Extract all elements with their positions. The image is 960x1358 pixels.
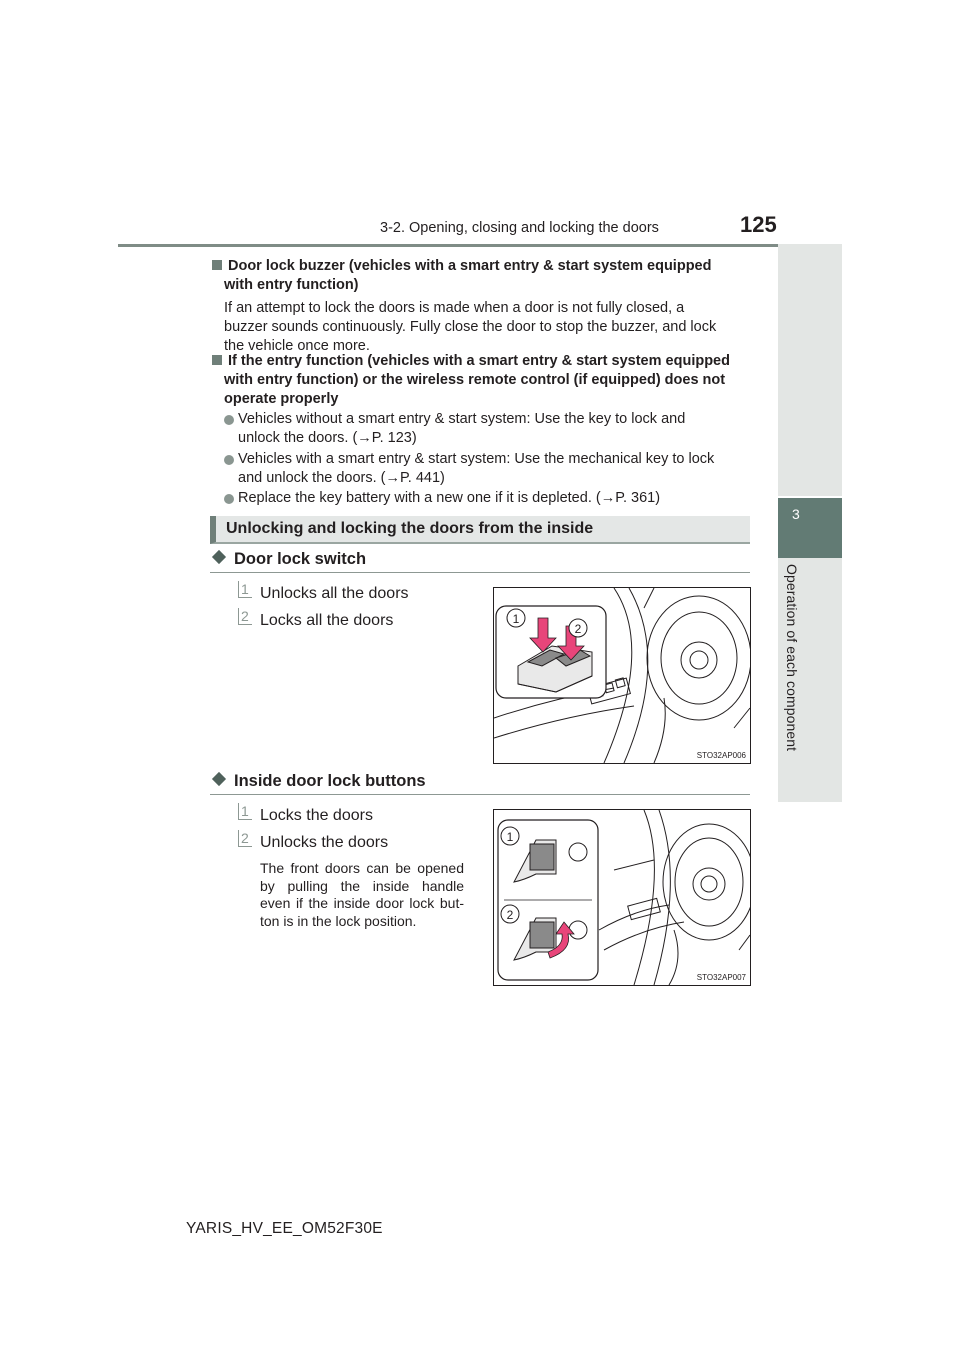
subsection-title: Door lock switch <box>214 550 366 569</box>
diamond-icon <box>212 772 226 786</box>
item-text: Unlocks the doors <box>260 834 389 851</box>
round-bullet-icon <box>224 415 234 425</box>
callout-number: 2 <box>574 622 582 636</box>
page-number: 125 <box>740 212 777 237</box>
square-bullet-icon <box>212 260 222 270</box>
note-text: buzzer sounds continuously. Fully close the door to stop the buzzer, and lock <box>224 319 717 335</box>
door-lock-switch-figure <box>493 587 751 764</box>
inside-door-lock-figure <box>493 809 751 986</box>
section-title-bar <box>210 516 750 544</box>
bullet-text: unlock the doors. (→P. 123) <box>238 430 417 446</box>
note-line: even if the inside door lock but- <box>260 895 464 911</box>
item-badge: 1 <box>238 581 252 599</box>
callout-number: 1 <box>506 830 514 844</box>
diamond-icon <box>212 550 226 564</box>
item-badge: 2 <box>238 830 252 848</box>
item-text: Locks the doors <box>260 807 373 824</box>
item-badge: 2 <box>238 608 252 626</box>
header-rule <box>118 244 842 247</box>
subsection-rule <box>210 794 750 795</box>
item-text: Locks all the doors <box>260 612 394 629</box>
callout-number: 1 <box>512 612 520 626</box>
note-heading: with entry function) or the wireless remote control (if equipped) does not <box>224 372 726 388</box>
door-lock-switch-illustration <box>494 588 750 763</box>
bullet-text: Vehicles without a smart entry & start system: Use the key to lock and <box>238 411 686 427</box>
note-heading: Door lock buzzer (vehicles with a smart entry & start system equipped <box>228 258 712 274</box>
note-line: by pulling the inside handle <box>260 877 464 894</box>
subsection-title: Inside door lock buttons <box>214 772 426 791</box>
section-title: Unlocking and locking the doors from the inside <box>226 520 594 537</box>
note-line: The front doors can be opened <box>260 860 464 876</box>
round-bullet-icon <box>224 494 234 504</box>
chapter-title: Operation of each component <box>784 564 800 752</box>
bullet-text: and unlock the doors. (→P. 441) <box>238 470 445 486</box>
note-door-lock-buzzer <box>212 257 752 356</box>
note-text: If an attempt to lock the doors is made when a door is not fully closed, a <box>224 300 685 316</box>
chapter-number: 3 <box>792 506 800 522</box>
note-bullets <box>212 410 752 510</box>
subsection-note <box>260 860 464 930</box>
item-text: Unlocks all the doors <box>260 585 409 602</box>
note-entry-function <box>212 352 752 409</box>
round-bullet-icon <box>224 455 234 465</box>
note-line: ton is in the lock position. <box>260 912 417 929</box>
chapter-number-tab <box>778 498 842 558</box>
running-header: 3-2. Opening, closing and locking the doors <box>380 220 659 236</box>
item-badge: 1 <box>238 803 252 821</box>
note-heading: If the entry function (vehicles with a smart entry & start system equipped <box>228 353 730 369</box>
figure-code: STO32AP007 <box>696 973 746 982</box>
note-heading: operate properly <box>224 391 339 407</box>
note-text: the vehicle once more. <box>224 338 370 354</box>
side-tab-top <box>778 244 842 496</box>
callout-number: 2 <box>506 908 514 922</box>
figure-code: STO32AP006 <box>696 751 746 760</box>
square-bullet-icon <box>212 355 222 365</box>
subsection-rule <box>210 572 750 573</box>
document-code-footer: YARIS_HV_EE_OM52F30E <box>186 1220 383 1237</box>
note-heading: with entry function) <box>224 277 359 293</box>
bullet-text: Replace the key battery with a new one if it is depleted. (→P. 361) <box>238 490 661 506</box>
chapter-title-tab <box>778 558 842 802</box>
bullet-text: Vehicles with a smart entry & start system: Use the mechanical key to lock <box>238 451 715 467</box>
inside-door-lock-illustration <box>494 810 750 985</box>
